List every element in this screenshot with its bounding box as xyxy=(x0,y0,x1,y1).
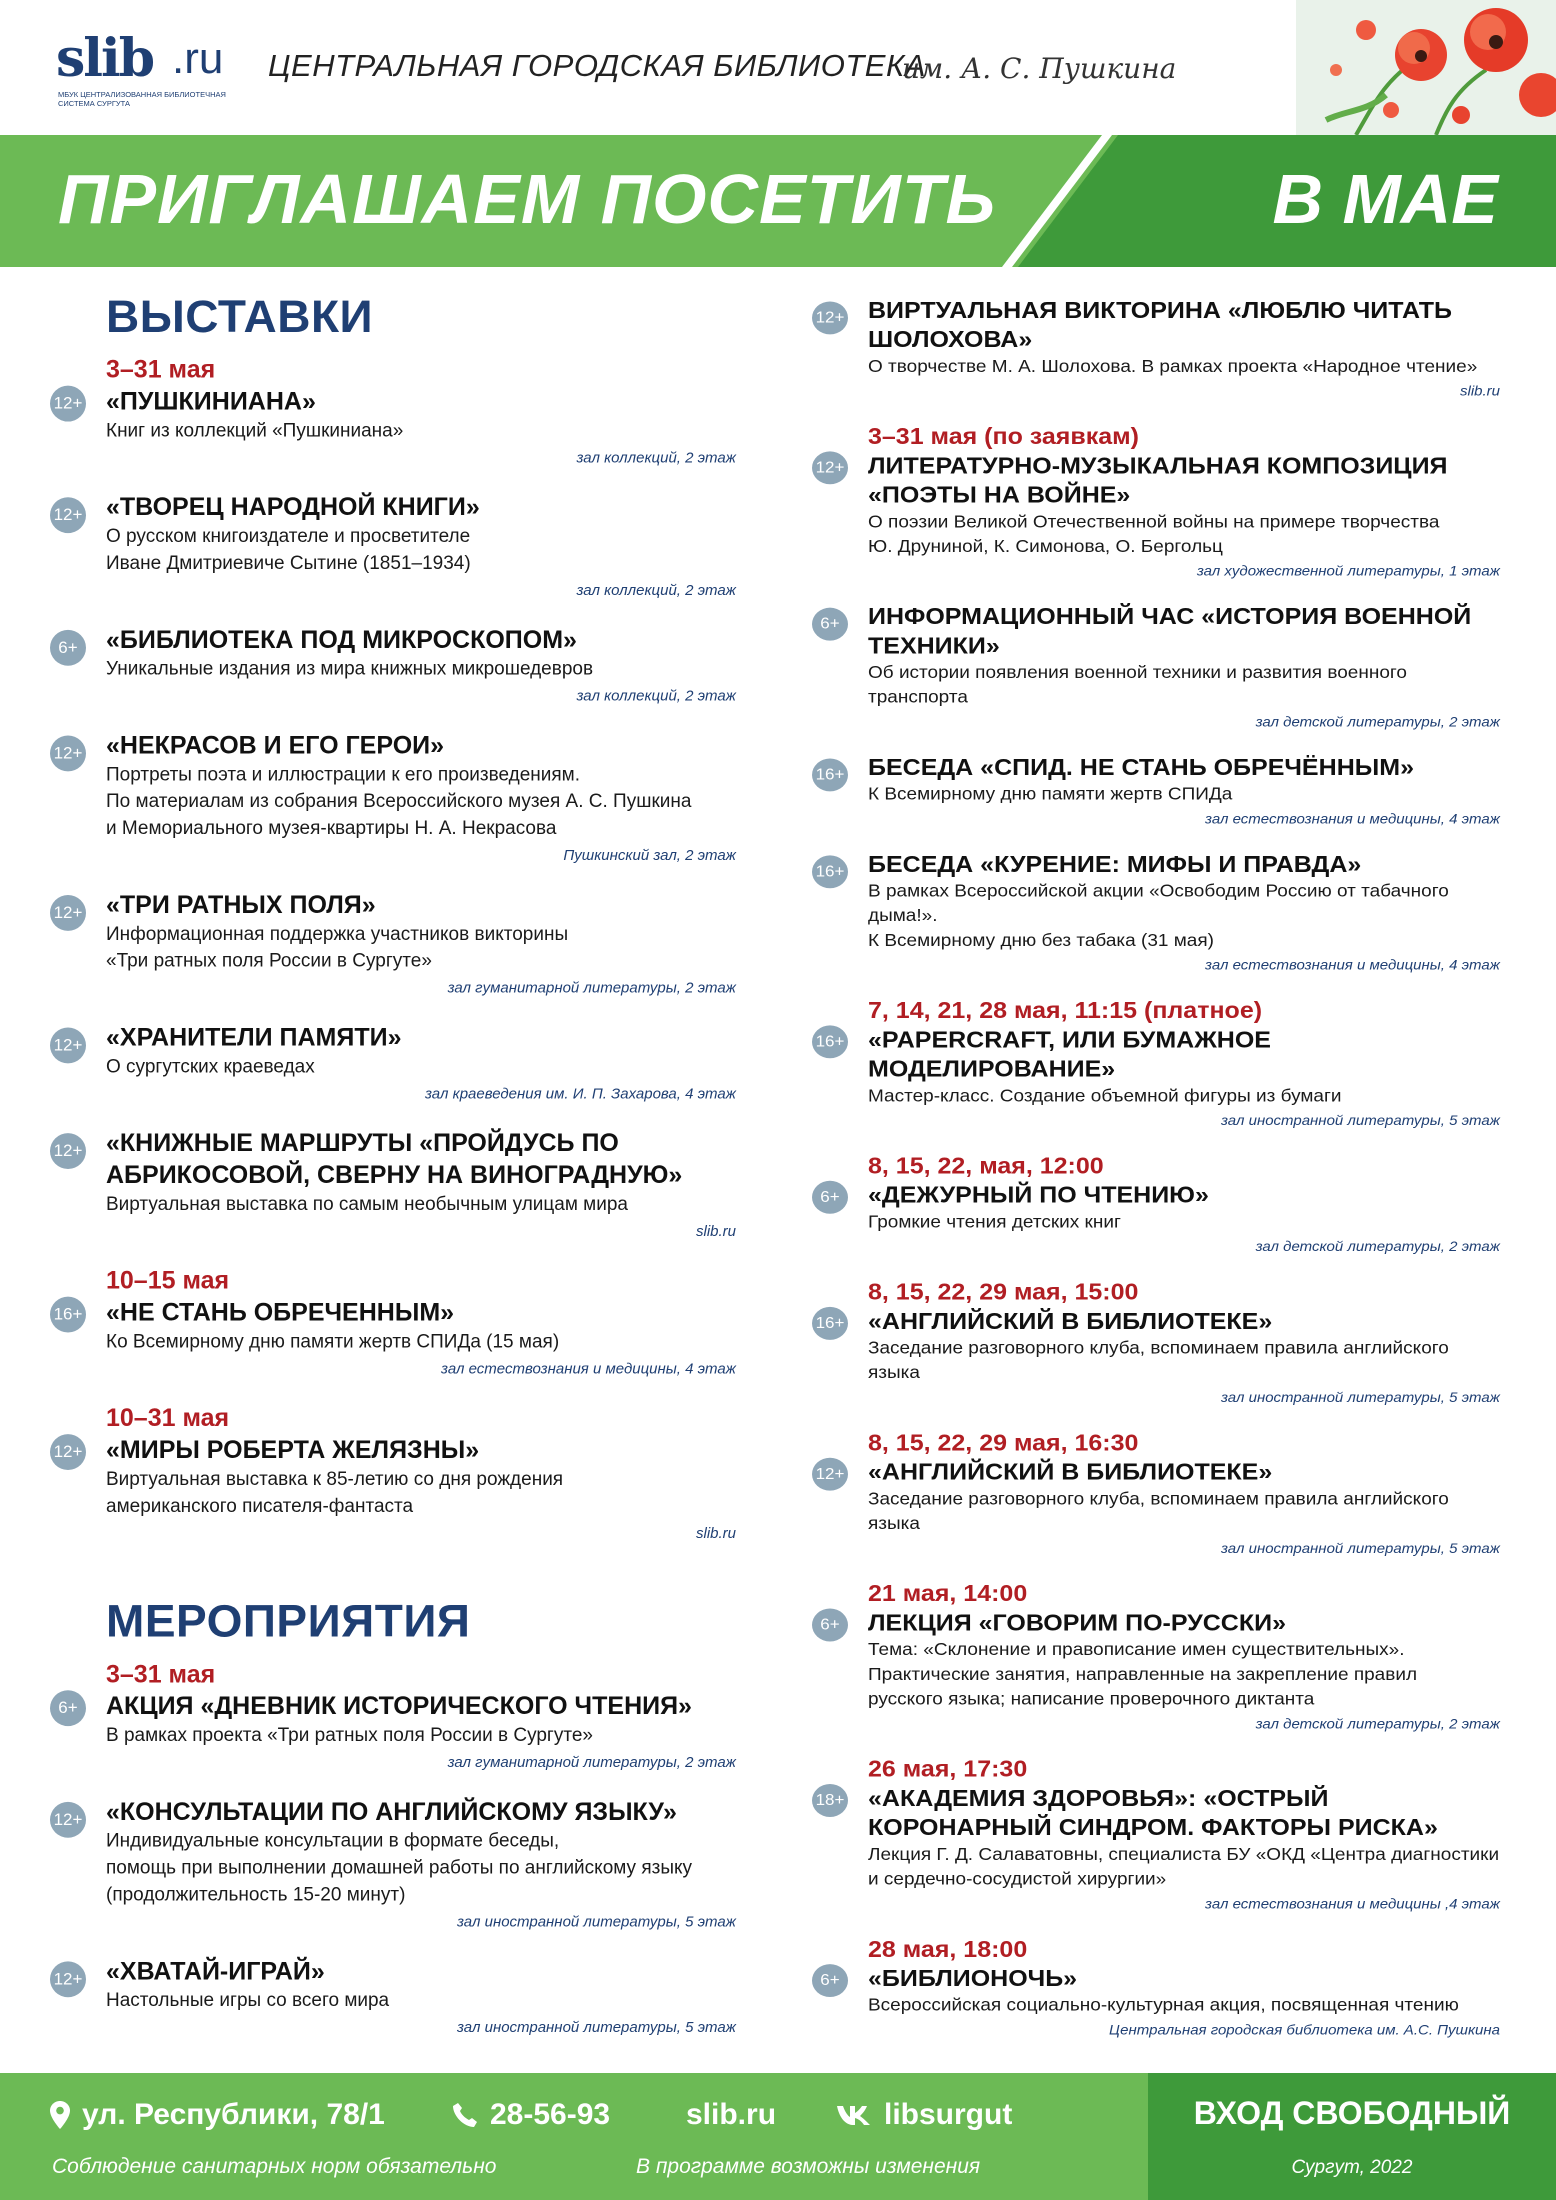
item-location: зал естествознания и медицины, 4 этаж xyxy=(1205,957,1500,974)
age-rating-badge: 16+ xyxy=(50,1297,86,1333)
item-title: «ХРАНИТЕЛИ ПАМЯТИ» xyxy=(106,1023,402,1052)
item-description: и сердечно-сосудистой хирургии» xyxy=(868,1869,1167,1890)
page-footer xyxy=(0,2073,1556,2200)
item-date: 7, 14, 21, 28 мая, 11:15 (платное) xyxy=(868,997,1263,1024)
item-title: «КНИЖНЫЕ МАРШРУТЫ «ПРОЙДУСЬ ПО АБРИКОСОВОЙ, СВЕРНУ НА ВИНОГРАДНУЮ» xyxy=(106,1129,683,1189)
phone-text: 28-56-93 xyxy=(490,2098,611,2131)
item-title: «АКАДЕМИЯ ЗДОРОВЬЯ»: «ОСТРЫЙ КОРОНАРНЫЙ СИНДРОМ. ФАКТОРЫ РИСКА» xyxy=(868,1785,1438,1841)
item-title: «ПУШКИНИАНА» xyxy=(106,387,316,416)
age-rating-badge: 16+ xyxy=(812,1025,848,1058)
library-signature: им. А. С. Пушкина xyxy=(902,52,1177,85)
item-description: Виртуальная выставка к 85-летию со дня рождения xyxy=(106,1469,564,1490)
item-description: русского языка; написание проверочного диктанта xyxy=(868,1689,1315,1710)
item-location: зал иностранной литературы, 5 этаж xyxy=(457,1913,736,1931)
item-location: Центральная городская библиотека им. А.С. Пушкина xyxy=(1108,2022,1500,2039)
item-description: Практические занятия, направленные на закрепление правил xyxy=(868,1665,1418,1685)
item-location: зал иностранной литературы, 5 этаж xyxy=(457,2019,736,2037)
item-title: «ТВОРЕЦ НАРОДНОЙ КНИГИ» xyxy=(106,493,480,522)
item-title: «КОНСУЛЬТАЦИИ ПО АНГЛИЙСКОМУ ЯЗЫКУ» xyxy=(106,1797,677,1826)
item-description: О поэзии Великой Отечественной войны на примере творчества xyxy=(868,512,1440,532)
location-pin-icon xyxy=(50,2101,70,2129)
item-description: По материалам из собрания Всероссийского музея А. С. Пушкина xyxy=(106,791,692,813)
item-description: Ю. Друниной, К. Симонова, О. Бергольц xyxy=(868,537,1223,557)
age-rating-badge: 12+ xyxy=(812,1458,848,1491)
item-location: зал коллекций, 2 этаж xyxy=(576,687,736,705)
item-description: Информационная поддержка участников викторины xyxy=(106,923,569,945)
item-description: Мастер-класс. Создание объемной фигуры из бумаги xyxy=(868,1086,1342,1106)
item-date: 10–15 мая xyxy=(106,1266,230,1295)
item-title: «ХВАТАЙ-ИГРАЙ» xyxy=(106,1957,325,1986)
title-banner xyxy=(0,135,1556,267)
logo-mark: slib xyxy=(56,28,154,89)
item-description: В рамках Всероссийской акции «Освободим Россию от табачного дыма!». xyxy=(868,881,1449,926)
item-title: «НЕКРАСОВ И ЕГО ГЕРОИ» xyxy=(106,731,445,760)
section-title-exhibitions: ВЫСТАВКИ xyxy=(106,290,374,342)
logo-subtitle: МБУК ЦЕНТРАЛИЗОВАННАЯ БИБЛИОТЕЧНАЯ СИСТЕМА СУРГУТА xyxy=(58,90,226,108)
item-description: помощь при выполнении домашней работы по английскому языку xyxy=(106,1857,693,1879)
item-description: Индивидуальные консультации в формате беседы, xyxy=(106,1830,560,1852)
item-date: 3–31 мая xyxy=(106,1660,216,1689)
footer-site-link[interactable] xyxy=(686,2095,776,2135)
item-description: Виртуальная выставка по самым необычным улицам мира xyxy=(106,1193,628,1215)
item-date: 28 мая, 18:00 xyxy=(868,1936,1028,1963)
footer-note-sanitary: Соблюдение санитарных норм обязательно xyxy=(52,2155,497,2178)
list-item xyxy=(812,1755,1500,1915)
library-logo[interactable] xyxy=(56,28,236,118)
list-item xyxy=(50,1402,736,1545)
list-item xyxy=(50,491,736,602)
item-location: зал естествознания и медицины, 4 этаж xyxy=(441,1360,736,1378)
list-item xyxy=(50,889,736,1000)
vk-text: libsurgut xyxy=(884,2098,1013,2131)
item-location: зал художественной литературы, 1 этаж xyxy=(1196,563,1500,580)
age-rating-badge: 12+ xyxy=(50,1028,86,1064)
item-description: К Всемирному дню без табака (31 мая) xyxy=(868,931,1214,951)
list-item xyxy=(812,1935,1500,2041)
item-location[interactable]: slib.ru xyxy=(1459,383,1500,400)
item-location: зал иностранной литературы, 5 этаж xyxy=(1221,1390,1500,1406)
item-description: Ко Всемирному дню памяти жертв СПИДа (15 мая) xyxy=(106,1331,560,1353)
age-rating-badge: 12+ xyxy=(50,1802,86,1838)
item-description: Заседание разговорного клуба, вспоминаем правила английского языка xyxy=(868,1489,1449,1534)
item-title: «АНГЛИЙСКИЙ В БИБЛИОТЕКЕ» xyxy=(868,1308,1273,1335)
item-date: 10–31 мая xyxy=(106,1404,230,1433)
list-item xyxy=(812,296,1500,402)
item-description: Книг из коллекций «Пушкиниана» xyxy=(106,420,404,442)
item-location: зал детской литературы, 2 этаж xyxy=(1255,1239,1500,1255)
list-item xyxy=(50,1955,736,2039)
item-location: зал иностранной литературы, 5 этаж xyxy=(1221,1113,1500,1129)
poppy-flowers-icon xyxy=(1296,0,1556,135)
item-title: БЕСЕДА «КУРЕНИЕ: МИФЫ И ПРАВДА» xyxy=(868,851,1362,878)
age-rating-badge: 6+ xyxy=(812,1181,848,1214)
age-rating-badge: 12+ xyxy=(50,1133,86,1169)
list-item xyxy=(812,1428,1500,1559)
city-year-label: Сургут, 2022 xyxy=(1291,2157,1413,2178)
section-title-events: МЕРОПРИЯТИЯ xyxy=(106,1594,471,1647)
age-rating-badge: 6+ xyxy=(812,1964,848,1997)
list-item xyxy=(50,1265,736,1381)
age-rating-badge: 6+ xyxy=(50,1690,86,1726)
age-rating-badge: 18+ xyxy=(812,1784,848,1817)
item-title: «ДЕЖУРНЫЙ ПО ЧТЕНИЮ» xyxy=(868,1182,1209,1209)
age-rating-badge: 12+ xyxy=(50,386,86,422)
item-description: О русском книгоиздателе и просветителе xyxy=(106,526,471,548)
free-entry-label: ВХОД СВОБОДНЫЙ xyxy=(1193,2095,1511,2131)
item-location: зал естествознания и медицины ,4 этаж xyxy=(1205,1896,1500,1913)
item-description: Настольные игры со всего мира xyxy=(106,1990,390,2012)
item-description: О творчестве М. А. Шолохова. В рамках проекта «Народное чтение» xyxy=(868,357,1478,377)
library-name: ЦЕНТРАЛЬНАЯ ГОРОДСКАЯ БИБЛИОТЕКА xyxy=(268,48,926,83)
list-item xyxy=(812,1278,1500,1409)
banner-month-title: В МАЕ xyxy=(1272,160,1498,238)
item-description: Заседание разговорного клуба, вспоминаем правила английского языка xyxy=(868,1338,1449,1383)
item-title: «МИРЫ РОБЕРТА ЖЕЛЯЗНЫ» xyxy=(106,1436,480,1465)
list-item xyxy=(812,996,1500,1131)
age-rating-badge: 12+ xyxy=(812,301,848,334)
footer-phone[interactable] xyxy=(452,2095,610,2135)
item-date: 3–31 мая xyxy=(106,355,216,384)
footer-dark-panel xyxy=(1148,2073,1556,2200)
item-location[interactable]: slib.ru xyxy=(695,1222,736,1240)
item-location: зал гуманитарной литературы, 2 этаж xyxy=(447,979,736,997)
item-date: 3–31 мая (по заявкам) xyxy=(868,423,1139,450)
phone-icon xyxy=(452,2102,478,2128)
age-rating-badge: 16+ xyxy=(812,759,848,792)
item-title: ИНФОРМАЦИОННЫЙ ЧАС «ИСТОРИЯ ВОЕННОЙ ТЕХНИКИ» xyxy=(868,604,1472,659)
age-rating-badge: 12+ xyxy=(50,1961,86,1997)
vk-icon xyxy=(836,2104,872,2126)
item-description: Тема: «Склонение и правописание имен существительных». xyxy=(868,1640,1405,1660)
age-rating-badge: 6+ xyxy=(812,1609,848,1642)
item-description: Громкие чтения детских книг xyxy=(868,1212,1121,1232)
item-description: Об истории появления военной техники и развития военного транспорта xyxy=(868,663,1407,708)
item-title: «БИБЛИОНОЧЬ» xyxy=(868,1965,1078,1992)
item-title: БЕСЕДА «СПИД. НЕ СТАНЬ ОБРЕЧЁННЫМ» xyxy=(868,754,1414,781)
item-description: О сургутских краеведах xyxy=(106,1056,315,1078)
item-title: «PAPERCRAFT, ИЛИ БУМАЖНОЕ МОДЕЛИРОВАНИЕ» xyxy=(868,1027,1271,1083)
item-date: 26 мая, 17:30 xyxy=(868,1756,1028,1783)
exhibitions-list xyxy=(50,354,736,1545)
item-title: ЛЕКЦИЯ «ГОВОРИМ ПО-РУССКИ» xyxy=(868,1610,1286,1636)
item-date: 8, 15, 22, 29 мая, 15:00 xyxy=(868,1279,1139,1306)
list-item xyxy=(50,1658,736,1774)
age-rating-badge: 16+ xyxy=(812,1307,848,1340)
age-rating-badge: 12+ xyxy=(50,895,86,931)
item-description: Всероссийская социально-культурная акция, посвященная чтению xyxy=(868,1996,1459,2016)
list-item xyxy=(812,850,1500,976)
item-title: АКЦИЯ «ДНЕВНИК ИСТОРИЧЕСКОГО ЧТЕНИЯ» xyxy=(106,1692,692,1721)
list-item xyxy=(812,602,1500,733)
item-description: Портреты поэта и иллюстрации к его произведениям. xyxy=(106,764,581,786)
item-description: (продолжительность 15-20 минут) xyxy=(106,1884,406,1906)
list-item xyxy=(50,354,736,470)
events-list-right xyxy=(812,296,1500,2041)
item-description: Иване Дмитриевиче Сытине (1851–1934) xyxy=(106,553,471,575)
site-text: slib.ru xyxy=(686,2098,777,2131)
list-item xyxy=(812,753,1500,830)
footer-note-changes: В программе возможны изменения xyxy=(636,2155,981,2178)
age-rating-badge: 12+ xyxy=(812,451,848,484)
item-location: зал краеведения им. И. П. Захарова, 4 этаж xyxy=(425,1085,736,1103)
list-item xyxy=(812,422,1500,582)
item-location: зал естествознания и медицины, 4 этаж xyxy=(1205,811,1500,828)
list-item xyxy=(50,1796,736,1934)
item-description: В рамках проекта «Три ратных поля России в Сургуте» xyxy=(106,1725,593,1747)
item-date: 21 мая, 14:00 xyxy=(868,1581,1028,1607)
age-rating-badge: 6+ xyxy=(812,608,848,641)
item-location: зал детской литературы, 2 этаж xyxy=(1255,1716,1500,1732)
item-description: Уникальные издания из мира книжных микрошедевров xyxy=(106,658,594,680)
list-item xyxy=(812,1579,1500,1734)
list-item xyxy=(50,730,736,868)
footer-address xyxy=(50,2095,385,2135)
age-rating-badge: 12+ xyxy=(50,1434,86,1470)
right-column xyxy=(812,296,1500,2061)
events-list-left xyxy=(50,1658,736,2039)
item-location: Пушкинский зал, 2 этаж xyxy=(563,847,736,865)
item-date: 8, 15, 22, мая, 12:00 xyxy=(868,1153,1104,1179)
item-title: «НЕ СТАНЬ ОБРЕЧЕННЫМ» xyxy=(106,1298,455,1327)
item-date: 8, 15, 22, 29 мая, 16:30 xyxy=(868,1430,1139,1456)
item-description: «Три ратных поля России в Сургуте» xyxy=(106,950,432,972)
list-item xyxy=(50,1127,736,1243)
item-location: зал иностранной литературы, 5 этаж xyxy=(1221,1540,1500,1557)
age-rating-badge: 12+ xyxy=(50,735,86,771)
item-title: «БИБЛИОТЕКА ПОД МИКРОСКОПОМ» xyxy=(106,625,577,654)
logo-domain: .ru xyxy=(172,34,224,83)
list-item xyxy=(50,624,736,708)
item-location: зал гуманитарной литературы, 2 этаж xyxy=(447,1754,736,1771)
item-location: зал детской литературы, 2 этаж xyxy=(1255,714,1500,731)
left-column xyxy=(50,290,736,2061)
address-text: ул. Республики, 78/1 xyxy=(82,2098,385,2131)
list-item xyxy=(812,1152,1500,1258)
item-description: и Мемориального музея-квартиры Н. А. Некрасова xyxy=(106,818,557,840)
item-description: Лекция Г. Д. Салаватовны, специалиста БУ «ОКД «Центра диагностики xyxy=(868,1845,1500,1865)
item-location[interactable]: slib.ru xyxy=(695,1524,736,1542)
footer-vk-link[interactable] xyxy=(836,2095,1012,2135)
item-title: ЛИТЕРАТУРНО-МУЗЫКАЛЬНАЯ КОМПОЗИЦИЯ «ПОЭТЫ НА ВОЙНЕ» xyxy=(868,453,1448,509)
item-location: зал коллекций, 2 этаж xyxy=(576,582,736,599)
list-item xyxy=(50,1022,736,1106)
item-description: американского писателя-фантаста xyxy=(106,1495,414,1517)
item-description: К Всемирному дню памяти жертв СПИДа xyxy=(868,785,1233,805)
age-rating-badge: 6+ xyxy=(50,630,86,666)
banner-invite-title: ПРИГЛАШАЕМ ПОСЕТИТЬ xyxy=(58,160,997,238)
item-title: ВИРТУАЛЬНАЯ ВИКТОРИНА «ЛЮБЛЮ ЧИТАТЬ ШОЛОХОВА» xyxy=(868,297,1453,353)
item-title: «ТРИ РАТНЫХ ПОЛЯ» xyxy=(106,890,376,919)
item-location: зал коллекций, 2 этаж xyxy=(576,449,736,467)
page-header xyxy=(0,0,1556,135)
item-title: «АНГЛИЙСКИЙ В БИБЛИОТЕКЕ» xyxy=(868,1459,1273,1486)
age-rating-badge: 16+ xyxy=(812,855,848,888)
age-rating-badge: 12+ xyxy=(50,497,86,533)
